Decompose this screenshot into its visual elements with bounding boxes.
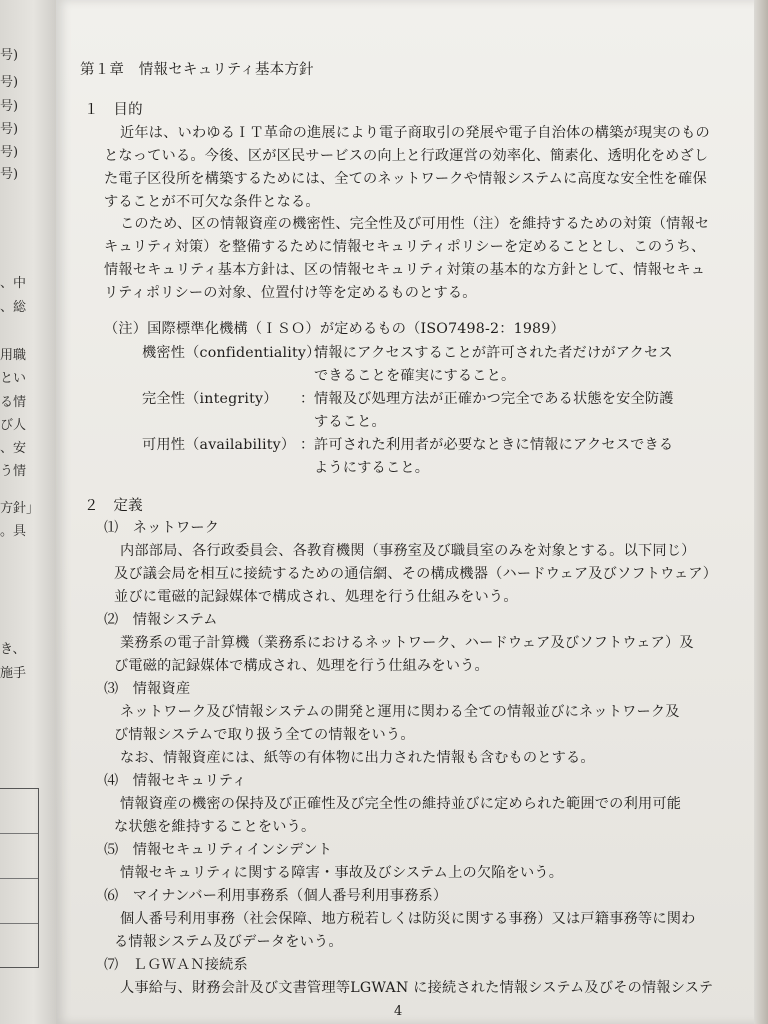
definition-line: 業務系の電子計算機（業務系におけるネットワーク、ハードウェア及びソフトウェア）及: [120, 635, 694, 651]
note-colon: ：: [300, 437, 315, 453]
definition-title: ⑵ 情報システム: [104, 612, 218, 628]
note-definition: 情報及び処理方法が正確かつ完全である状態を安全防護: [314, 391, 674, 407]
left-fragment: とい: [0, 371, 27, 386]
definition-line: 及び議会局を相互に接続するための通信網、その構成機器（ハードウェア及びソフトウェア）: [114, 566, 718, 582]
paragraph-line: た電子区役所を構築するためには、全てのネットワークや情報システムに高度な安全性を確保: [104, 171, 707, 187]
definition-line: び情報システムで取り扱う全ての情報をいう。: [114, 727, 415, 743]
left-fragment: 号): [0, 145, 19, 160]
definition-line: 内部部局、各行政委員会、各教育機関（事務室及び職員室のみを対象とする。以下同じ）: [120, 543, 696, 559]
page-number: 4: [394, 1004, 403, 1019]
paragraph-line: 情報セキュリティ基本方針は、区の情報セキュリティ対策の基本的な方針として、情報セキュ: [104, 262, 706, 278]
definition-title: ⑺ ＬＧＷＡＮ接続系: [104, 957, 248, 973]
paragraph-line: このため、区の情報資産の機密性、完全性及び可用性（注）を維持するための対策（情報セ: [120, 216, 710, 232]
definition-line: 並びに電磁的記録媒体で構成され、処理を行う仕組みをいう。: [114, 589, 518, 605]
definition-line: び電磁的記録媒体で構成され、処理を行う仕組みをいう。: [114, 658, 489, 674]
left-fragment: 施手: [0, 666, 27, 681]
paragraph-line: リティポリシーの対象、位置付け等を定めるものとする。: [104, 285, 477, 301]
section-heading-purpose: １ 目的: [84, 102, 143, 118]
definition-title: ⑸ 情報セキュリティインシデント: [104, 842, 333, 858]
definition-title: ⑷ 情報セキュリティ: [104, 773, 247, 789]
page-edge: [754, 0, 768, 1024]
section-heading-definitions: ２ 定義: [84, 498, 143, 514]
left-fragment: 、総: [0, 300, 27, 315]
note-definition: 情報にアクセスすることが許可された者だけがアクセス: [314, 345, 673, 361]
definition-line: 個人番号利用事務（社会保障、地方税若しくは防災に関する事務）又は戸籍事務等に関わ: [120, 911, 696, 927]
note-term: 機密性（confidentiality）：: [142, 345, 328, 361]
paragraph-line: キュリティ対策）を整備するために情報セキュリティポリシーを定めることとし、このうち、: [104, 239, 706, 255]
note-definition: 許可された利用者が必要なときに情報にアクセスできる: [314, 437, 674, 453]
chapter-title: 第１章 情報セキュリティ基本方針: [80, 62, 314, 78]
definition-line: る情報システム及びデータをいう。: [114, 934, 343, 950]
definition-line: 情報セキュリティに関する障害・事故及びシステム上の欠陥をいう。: [120, 865, 564, 881]
left-fragment: る情: [0, 395, 27, 410]
definition-line: な状態を維持することをいう。: [114, 819, 316, 835]
left-fragment: 方針」: [0, 501, 40, 516]
left-fragment: 用職: [0, 348, 27, 363]
definition-title: ⑶ 情報資産: [104, 681, 191, 697]
paragraph-line: することが不可欠な条件となる。: [104, 194, 320, 210]
left-fragment: 号): [0, 167, 19, 182]
left-page: [0, 0, 57, 1024]
definition-title: ⑴ ネットワーク: [104, 520, 220, 536]
left-fragment: 、安: [0, 441, 27, 456]
left-fragment: 号): [0, 48, 19, 63]
left-fragment: 。具: [0, 524, 27, 539]
document-page: [56, 0, 768, 1024]
left-fragment: び人: [0, 418, 27, 433]
note-definition: ようにすること。: [314, 460, 430, 476]
definition-line: ネットワーク及び情報システムの開発と運用に関わる全ての情報並びにネットワーク及: [120, 704, 680, 720]
left-table-fragment: [0, 788, 39, 968]
left-fragment: き、: [0, 642, 26, 657]
left-fragment: 号): [0, 99, 19, 114]
paragraph-line: 近年は、いわゆるＩＴ革命の進展により電子商取引の発展や電子自治体の構築が現実のもの: [120, 125, 710, 141]
definition-line: 情報資産の機密の保持及び正確性及び完全性の維持並びに定められた範囲での利用可能: [120, 796, 682, 812]
left-fragment: 号): [0, 75, 19, 90]
note-intro: （注）国際標準化機構（ＩＳＯ）が定めるもの（ISO7498-2：1989）: [104, 321, 565, 337]
note-term: 可用性（availability）: [142, 437, 296, 453]
left-fragment: う情: [0, 464, 27, 479]
paragraph-line: となっている。今後、区が区民サービスの向上と行政運営の効率化、簡素化、透明化をめざし: [104, 148, 709, 164]
definition-title: ⑹ マイナンバー利用事務系（個人番号利用事務系）: [104, 888, 448, 904]
note-definition: すること。: [314, 414, 386, 430]
definition-line: なお、情報資産には、紙等の有体物に出力された情報も含むものとする。: [120, 750, 595, 766]
note-colon: ：: [300, 391, 315, 407]
definition-line: 人事給与、財務会計及び文書管理等LGWAN に接続された情報システム及びその情報システ: [120, 980, 714, 996]
note-definition: できることを確実にすること。: [314, 368, 516, 384]
left-fragment: 号): [0, 122, 19, 137]
left-fragment: 、中: [0, 276, 27, 291]
note-term: 完全性（integrity）: [142, 391, 278, 407]
